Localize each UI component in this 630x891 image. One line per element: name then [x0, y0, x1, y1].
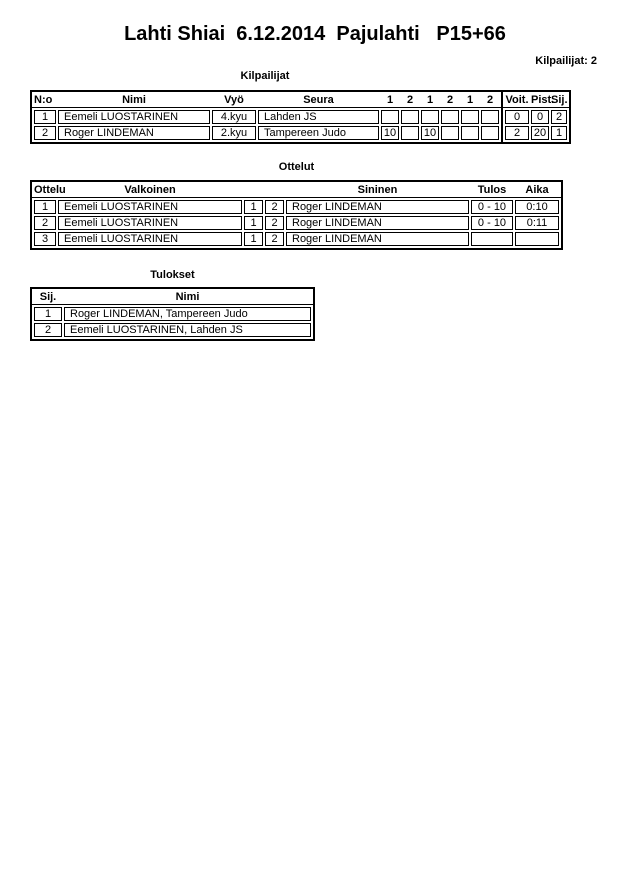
cell-voit: 2 [505, 126, 529, 140]
cell-score-5 [461, 126, 479, 140]
column-header-score-3: 1 [426, 93, 434, 106]
column-header-score-2: 2 [406, 93, 414, 106]
cell-aika [515, 232, 559, 246]
cell-sij: 1 [551, 126, 567, 140]
cell-sininen: Roger LINDEMAN [286, 232, 469, 246]
column-header-ottelu: Ottelu [34, 183, 66, 196]
cell-score-3: 10 [421, 126, 439, 140]
cell-score-6 [481, 126, 499, 140]
cell-score-2 [401, 126, 419, 140]
cell-score-5 [461, 110, 479, 124]
column-header-score-1: 1 [386, 93, 394, 106]
cell-blue-no: 2 [265, 200, 284, 214]
cell-vyo: 4.kyu [212, 110, 256, 124]
results-table-header [32, 289, 313, 305]
column-header-valkoinen: Valkoinen [124, 183, 176, 196]
column-header-sij: Sij. [551, 93, 568, 106]
cell-score-3 [421, 110, 439, 124]
column-header-sininen: Sininen [357, 183, 398, 196]
competitors-table-body [32, 108, 501, 142]
competitors-results-body [503, 108, 569, 142]
cell-result-name: Roger LINDEMAN, Tampereen Judo [64, 307, 311, 321]
cell-blue-no: 2 [265, 232, 284, 246]
matches-table-section [32, 182, 561, 248]
matches-table [30, 180, 563, 250]
cell-aika: 0:11 [515, 216, 559, 230]
cell-score-4 [441, 110, 459, 124]
competitors-table-results-section [501, 92, 569, 142]
matches-table-body [32, 198, 561, 248]
column-header-vyo: Vyö [224, 93, 244, 106]
cell-nimi: Eemeli LUOSTARINEN [58, 110, 210, 124]
cell-score-6 [481, 110, 499, 124]
column-header-score-5: 1 [466, 93, 474, 106]
cell-nimi: Roger LINDEMAN [58, 126, 210, 140]
column-header-sij: Sij. [39, 290, 57, 303]
cell-placement: 2 [34, 323, 62, 337]
cell-vyo: 2.kyu [212, 126, 256, 140]
competitors-count: Kilpailijat: 2 [535, 55, 597, 67]
competitor-result-row [505, 110, 567, 124]
competitor-row [34, 110, 499, 124]
page-title: Lahti Shiai 6.12.2014 Pajulahti P15+66 [124, 23, 506, 45]
cell-pist: 0 [531, 110, 549, 124]
results-table-body [32, 305, 313, 339]
cell-sininen: Roger LINDEMAN [286, 200, 469, 214]
competitor-result-row [505, 126, 567, 140]
column-header-seura: Seura [303, 93, 334, 106]
column-header-no: N:o [34, 93, 53, 106]
section-label-ottelut: Ottelut [278, 161, 315, 173]
cell-no: 1 [34, 110, 56, 124]
column-header-pist: Pist. [531, 93, 555, 106]
column-header-voit: Voit. [505, 93, 529, 106]
competitors-results-header [503, 92, 569, 108]
column-header-nimi: Nimi [122, 93, 146, 106]
cell-seura: Tampereen Judo [258, 126, 379, 140]
matches-table-header [32, 182, 561, 198]
cell-sininen: Roger LINDEMAN [286, 216, 469, 230]
match-row [34, 200, 559, 214]
cell-white-no: 1 [244, 232, 263, 246]
cell-score-1: 10 [381, 126, 399, 140]
column-header-tulos: Tulos [477, 183, 507, 196]
cell-score-1 [381, 110, 399, 124]
match-row [34, 232, 559, 246]
cell-match-no: 2 [34, 216, 56, 230]
cell-white-no: 1 [244, 200, 263, 214]
competitors-table-header [32, 92, 501, 108]
cell-pist: 20 [531, 126, 549, 140]
cell-result-name: Eemeli LUOSTARINEN, Lahden JS [64, 323, 311, 337]
result-row [34, 323, 311, 337]
cell-placement: 1 [34, 307, 62, 321]
competitor-row [34, 126, 499, 140]
competitors-table-main-section [32, 92, 501, 142]
cell-tulos: 0 - 10 [471, 216, 513, 230]
section-label-tulokset: Tulokset [150, 269, 195, 281]
cell-score-4 [441, 126, 459, 140]
column-header-aika: Aika [525, 183, 549, 196]
section-label-kilpailijat: Kilpailijat [240, 70, 290, 82]
cell-blue-no: 2 [265, 216, 284, 230]
cell-aika: 0:10 [515, 200, 559, 214]
result-row [34, 307, 311, 321]
results-table [30, 287, 315, 341]
cell-valkoinen: Eemeli LUOSTARINEN [58, 200, 242, 214]
cell-score-2 [401, 110, 419, 124]
cell-tulos: 0 - 10 [471, 200, 513, 214]
cell-match-no: 3 [34, 232, 56, 246]
cell-valkoinen: Eemeli LUOSTARINEN [58, 216, 242, 230]
results-table-section [32, 289, 313, 339]
cell-tulos [471, 232, 513, 246]
column-header-score-6: 2 [486, 93, 494, 106]
cell-no: 2 [34, 126, 56, 140]
match-row [34, 216, 559, 230]
cell-match-no: 1 [34, 200, 56, 214]
cell-sij: 2 [551, 110, 567, 124]
cell-valkoinen: Eemeli LUOSTARINEN [58, 232, 242, 246]
cell-seura: Lahden JS [258, 110, 379, 124]
cell-white-no: 1 [244, 216, 263, 230]
cell-voit: 0 [505, 110, 529, 124]
competitors-table [30, 90, 571, 144]
column-header-nimi: Nimi [175, 290, 200, 303]
column-header-score-4: 2 [446, 93, 454, 106]
